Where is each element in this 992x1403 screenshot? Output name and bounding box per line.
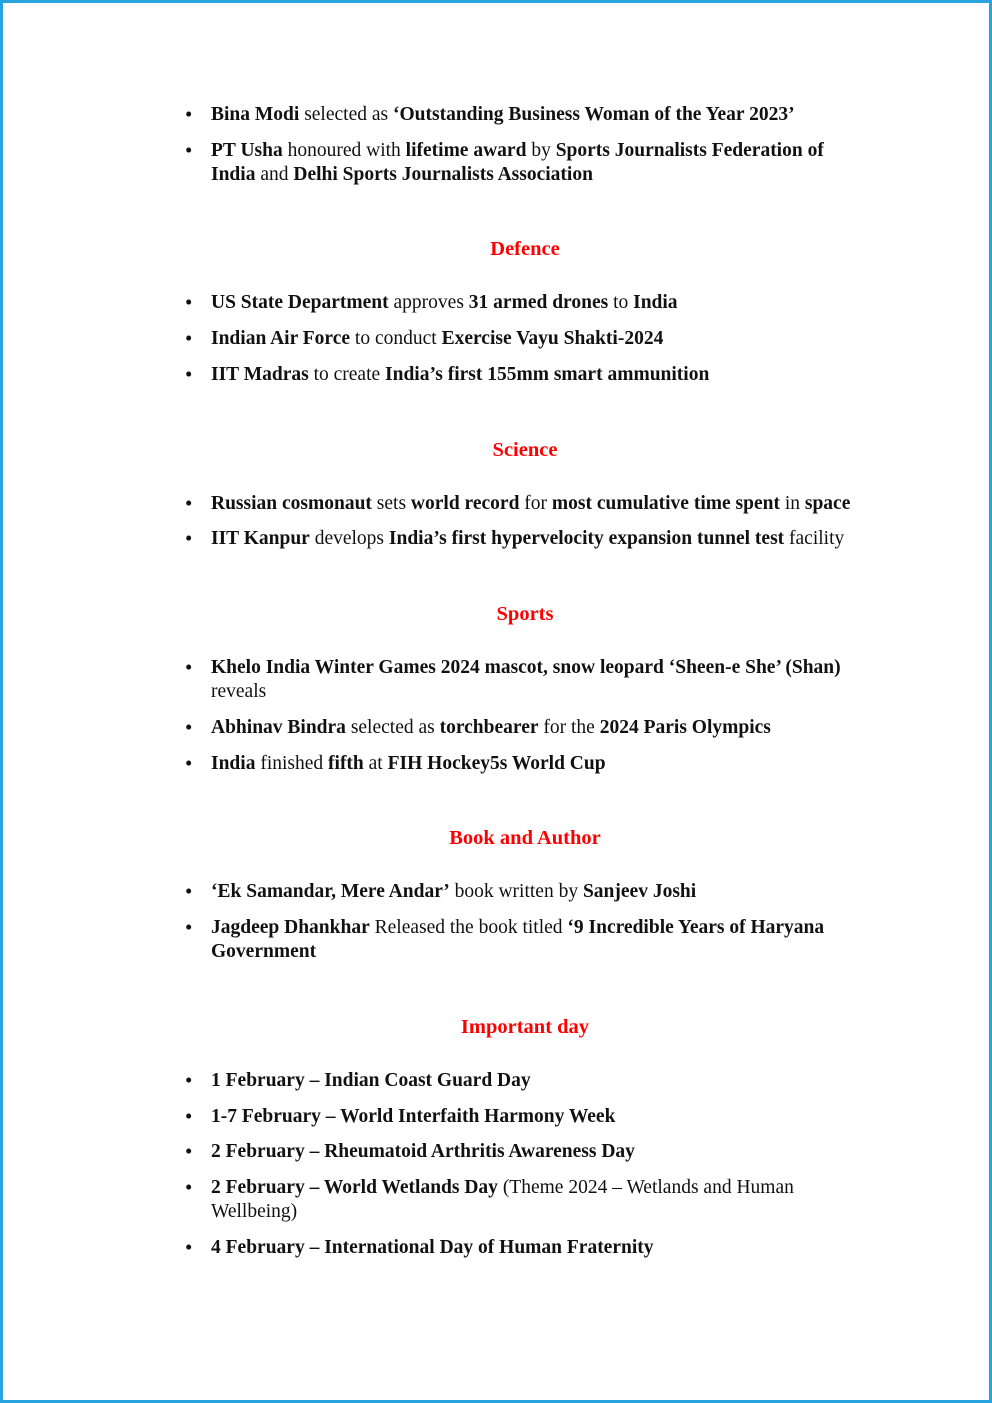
list-item: [181, 492, 869, 516]
bullet-list: [181, 291, 869, 386]
text-run-bold: fifth: [328, 752, 364, 774]
list-item: [181, 363, 869, 387]
list-item: [181, 327, 869, 351]
text-run-bold: India’s first hypervelocity expansion tunnel test: [388, 528, 785, 550]
text-run-bold: Jagdeep Dhankhar: [211, 917, 370, 939]
section-heading: Important day: [460, 1015, 590, 1038]
bullet-list: [181, 656, 869, 775]
list-item: [181, 139, 869, 187]
text-run: for: [519, 492, 552, 514]
text-run-bold: 2 February – World Wetlands Day: [211, 1177, 498, 1199]
list-item: [181, 1176, 869, 1224]
text-run-bold: 1 February – Indian Coast Guard Day: [211, 1069, 531, 1091]
list-item: [181, 1069, 869, 1093]
text-run-bold: 2 February – Rheumatoid Arthritis Awareness Day: [211, 1141, 635, 1163]
section-spacer: [181, 626, 869, 656]
section-heading: Sports: [496, 603, 554, 626]
text-run-bold: Russian cosmonaut: [211, 492, 372, 514]
text-run-bold: Sanjeev Joshi: [582, 881, 697, 903]
text-run: Released the book titled: [369, 917, 568, 939]
text-run: for the: [538, 716, 600, 738]
section-spacer: [181, 462, 869, 492]
text-run: to conduct: [350, 328, 442, 350]
text-run: in: [779, 492, 805, 514]
text-run-bold: 1-7 February – World Interfaith Harmony Week: [211, 1105, 616, 1127]
text-run-bold: 2024 Paris Olympics: [599, 716, 771, 738]
bullet-list: [181, 880, 869, 963]
list-item: [181, 752, 869, 776]
text-run-bold: ‘9 Incredible Years of Haryana Government: [211, 917, 825, 962]
text-run-bold: torchbearer: [439, 716, 539, 738]
text-run: approves: [388, 292, 469, 314]
text-run: finished: [255, 752, 329, 774]
section-spacer: [181, 198, 869, 238]
list-item: [181, 1236, 869, 1260]
text-run-bold: Indian Air Force: [211, 328, 351, 350]
section-spacer: [181, 976, 869, 1016]
text-run-bold: India’s first 155mm smart ammunition: [385, 363, 710, 385]
section-heading: Book and Author: [449, 827, 601, 850]
text-run-bold: space: [804, 492, 851, 514]
list-item: [181, 103, 869, 127]
list-item: [181, 527, 869, 551]
text-run-bold: Delhi Sports Journalists Association: [293, 163, 593, 185]
section-spacer: [181, 1039, 869, 1069]
text-run: develops: [309, 528, 389, 550]
text-run: facility: [784, 528, 845, 550]
section-spacer: [181, 850, 869, 880]
text-run-bold: 4 February – International Day of Human Fraternity: [211, 1236, 654, 1258]
section-spacer: [181, 787, 869, 827]
text-run: by: [526, 139, 556, 161]
text-run-bold: Exercise Vayu Shakti-2024: [441, 328, 664, 350]
section-heading: Science: [492, 438, 558, 461]
text-run: selected as: [299, 104, 393, 125]
text-run-bold: Sports Journalists Federation of India: [211, 139, 824, 185]
list-item: [181, 716, 869, 740]
document-body: [3, 3, 989, 1400]
text-run-bold: 31 armed drones: [468, 292, 609, 314]
section-spacer: [181, 261, 869, 291]
text-run-bold: Khelo India Winter Games 2024 mascot, snow leopard ‘Sheen-e She’ (Shan): [211, 657, 841, 679]
text-run-bold: most cumulative time spent: [551, 492, 780, 514]
text-run-bold: FIH Hockey5s World Cup: [387, 752, 606, 774]
text-run-bold: ‘Outstanding Business Woman of the Year 2023’: [392, 104, 795, 125]
section-spacer: [181, 563, 869, 603]
text-run-bold: India: [211, 752, 256, 774]
text-run-bold: world record: [410, 492, 520, 514]
text-run: (Theme 2024 – Wetlands and Human Wellbeing): [211, 1177, 794, 1222]
bullet-list: [181, 1069, 869, 1260]
text-run-bold: PT Usha: [211, 139, 283, 161]
text-run: honoured with: [282, 139, 406, 161]
text-run-bold: IIT Kanpur: [211, 528, 310, 550]
list-item: [181, 1140, 869, 1164]
list-item: [181, 656, 869, 704]
text-run: sets: [371, 492, 411, 514]
text-run: book written by: [449, 881, 583, 903]
text-run-bold: IIT Madras: [211, 363, 309, 385]
section-heading: Defence: [490, 238, 560, 261]
text-run: to: [608, 292, 634, 314]
text-run-bold: Abhinav Bindra: [211, 716, 346, 738]
list-item: [181, 916, 869, 964]
bullet-list: [181, 103, 869, 186]
bullet-list: [181, 492, 869, 552]
text-run: and: [255, 163, 294, 185]
text-run-bold: Bina Modi: [211, 104, 300, 125]
text-run-bold: US State Department: [211, 292, 389, 314]
text-run: selected as: [345, 716, 440, 738]
list-item: [181, 291, 869, 315]
text-run-bold: ‘Ek Samandar, Mere Andar’: [211, 881, 450, 903]
text-run-bold: India: [633, 292, 678, 314]
section-spacer: [181, 399, 869, 439]
text-run-bold: lifetime award: [405, 139, 527, 161]
list-item: [181, 1105, 869, 1129]
text-run: at: [363, 752, 388, 774]
text-run: to create: [308, 363, 386, 385]
text-run: reveals: [211, 681, 267, 703]
list-item: [181, 880, 869, 904]
